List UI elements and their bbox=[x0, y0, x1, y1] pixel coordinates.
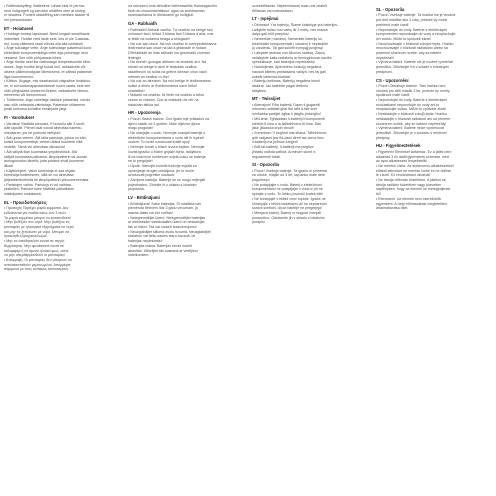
body-text-line: • Naudojimas. Apšvietimo funkcijų negalima bbox=[252, 65, 322, 70]
body-text-line: Laikykite toliau nuo vaikų iki 3 metų, nes mažos bbox=[252, 27, 328, 32]
warning-section bbox=[4, 200, 120, 272]
body-text-line: soilse a dhíriú ar fheidhmeanna nach bhfuil bbox=[128, 83, 197, 88]
body-text-line: • Menjava baterij. Baterij ni mogoče menjati bbox=[252, 210, 321, 215]
section-heading: FI - Varoitukset bbox=[4, 115, 35, 121]
body-text-line: • Figyelem! Elemeket tartalmaz. Ez a játék nem bbox=[376, 149, 452, 154]
body-text-line: az apró alkatrészek lenyelhetők! bbox=[376, 159, 428, 164]
body-text-line: • Ne uranjajte u vodu. Nemojte uranjati baterije s bbox=[128, 130, 206, 135]
body-text-line: spirajte z vodo. To lahko povzroči kratek stik! bbox=[252, 192, 324, 197]
body-text-line: • Ne shranjujte v bližini virov toplote. Igrače ne bbox=[252, 196, 326, 201]
body-text-line: • Malartú na ceallraí. Ní féidir na ceallraí a athrú bbox=[128, 93, 204, 98]
body-text-line: • Μην τα αποθηκεύετε κοντά σε πηγές bbox=[4, 239, 65, 244]
body-text-line: • Käyttöohjeet. Valon toimintoja ei saa ohjata bbox=[4, 168, 75, 173]
warning-section bbox=[128, 195, 244, 258]
body-text-line: • Dėmesio! Yra baterijų. Šiame žaislelyje yra baterijos. bbox=[252, 22, 339, 27]
body-text-line: djecu mlađu od 3 godine. Male dijelove djeca bbox=[128, 121, 200, 126]
section-heading: SL - Opozorila bbox=[376, 7, 405, 12]
body-text-line: čuvati igračku u blizini grijaćih tijela, radijatora bbox=[128, 149, 201, 154]
body-text-line: • Älä upota veteen. Älä laita paristoja, joissa on säh- bbox=[4, 135, 87, 140]
body-text-line: • Ärge tõmbe neid liia värtsüdaga temperatuuride tähe- bbox=[4, 60, 92, 65]
body-text-line: jednotlivě. Zlikvidujte je v souladu s místními bbox=[376, 130, 447, 135]
body-text-line: • Výměna baterií. Baterie nelze vyměňovat bbox=[376, 126, 444, 131]
body-text-line: otsese päikesevalguse lähedusess, et vältida patareide bbox=[4, 69, 92, 74]
body-text-line: • Nemerkite į vandenį. Nemerkite baterijų su bbox=[252, 36, 322, 41]
body-text-line: vhodná pro děti mladší 3 let, protože by mohly bbox=[376, 88, 450, 93]
body-text-line: neuchovávajte v blízkosti radiátorov alebo na bbox=[376, 46, 448, 51]
body-text-line: leictrigh! bbox=[128, 55, 142, 60]
body-text-line: • Nemojte čuvati u blizini izvora topline. Nemojte bbox=[128, 145, 205, 150]
section-heading: ET - Hoiatused bbox=[4, 25, 34, 31]
body-text-line: ich vodou. Môže to spôsobiť skrat! bbox=[376, 36, 431, 41]
body-text-line: prehltnúť malé časti! bbox=[376, 22, 409, 27]
body-text-line: määräysten mukaisesti. bbox=[4, 192, 42, 197]
text-column bbox=[252, 4, 368, 492]
body-text-line: köisiä komponentteja, veteen äläkä huuhtele niitä bbox=[4, 140, 83, 145]
body-text-line: ne bi pregrijale! bbox=[128, 159, 153, 164]
body-text-line: elektriliste komponentidega vette ega pulsetage neid bbox=[4, 51, 88, 56]
body-text-line: lrer personskader. bbox=[4, 18, 33, 23]
body-text-line: ellátott elemeket ne merítse vízbe és ne öblítse bbox=[376, 168, 452, 173]
body-text-line: radaitheoirí nó solas na gréine díreach chun nach bbox=[128, 69, 207, 74]
body-text-line: spolknout malé části! bbox=[376, 93, 410, 98]
body-text-line: αντικατασταθούν μεμονωμένα. Απορρίψτε bbox=[4, 262, 71, 267]
body-text-line: • Προσοχή! Περιέχει μικρά κομμάτια. Δεν bbox=[4, 206, 69, 211]
body-text-line: μπαταρίες με ηλεκτρικά εξαρτήματα σε νερό bbox=[4, 225, 74, 230]
warning-section bbox=[252, 4, 368, 13]
body-text-line: • Älä säilytä liian kuumassa ympäristössä. Älä bbox=[4, 149, 77, 154]
body-text-line: nelaikykite šalia radiatorių ar tiesioginiuose saulės bbox=[252, 55, 332, 60]
body-text-line: naudoti kitiems prietaisams valdyti, nes tai gali bbox=[252, 69, 326, 74]
body-text-line: säilytä kuumassa paikassa, lämpöpatterin tai suoran bbox=[4, 154, 88, 159]
body-text-line: pre deti mladšie ako 3 roky, pretože by mohli bbox=[376, 18, 448, 23]
body-text-line: • Ná stóráil i gcóngar aibhsim ná teochtaí ard. Ná bbox=[128, 60, 207, 65]
body-text-line: vodom. To može uzrokovati kratki spoj! bbox=[128, 140, 190, 145]
body-text-line: mogu progutati! bbox=[128, 126, 153, 131]
body-text-line: võib põhjustada süsteemi tõrkeid, radiaatorite ülekuu- bbox=[4, 88, 90, 93]
body-text-line: σύμφωνα με τους τοπικούς κανονισμούς. bbox=[4, 267, 70, 272]
body-text-line: ar elektriskām sastāvdaļām ūdenī un neskalojiet bbox=[128, 220, 205, 225]
body-text-line: • Laikykite atokiau nuo šilumos šaltinių. Žaislų bbox=[252, 51, 325, 56]
body-text-line: mänelisel. Hoidke neid laste eest, kes ei ole 3-aastas- bbox=[4, 36, 90, 41]
text-column bbox=[376, 4, 492, 492]
body-text-line: regolamenti lokali. bbox=[252, 154, 281, 159]
body-text-line: • Brīdinājums! Satur baterijas. Šī rotaļlieta nav bbox=[128, 201, 202, 206]
body-text-line: mazas daļas var tikt norītas! bbox=[128, 210, 173, 215]
section-heading: HR - Upozorenja bbox=[128, 110, 161, 116]
body-text-line: liikaa! bbox=[4, 163, 14, 168]
body-text-line: • Käiltos. Ärgage, mis sisselasitud valgustise funktsioo- bbox=[4, 79, 92, 84]
body-text-line: oiriúnach faoi i bhfad 3 bliana faoi 3 bliana d'aois, mar bbox=[128, 32, 214, 37]
section-heading: LV - Brīdinājumi bbox=[128, 195, 160, 201]
body-text-line: fisch an chosolnáchtbleco' agus na sceidiasmán bbox=[128, 8, 205, 13]
body-text-line: toimintoja tuotteeseen, sillä se voi aiheuttaa bbox=[4, 173, 74, 178]
body-text-line: sisu võib vahetada valmistaja. Patareide utiliseerim bbox=[4, 102, 86, 107]
body-text-line: qrib radjaturi jew fid-dawl dirett tax-xemx biex bbox=[252, 135, 324, 140]
body-text-line: sončni svetlobi, da se baterije ne pregrejejo! bbox=[252, 206, 323, 211]
body-text-line: • Απόρριψη. Οι μπαταρίες δεν μπορούν να bbox=[4, 257, 72, 262]
body-text-line: • Pozor! Sadrži balone. Ovo igralo nije prikladno za bbox=[128, 116, 209, 121]
body-text-line: • Neponořujte do vody. Baterie s elektrickými bbox=[376, 98, 448, 103]
body-text-line: rialachán áitiúla iad. bbox=[128, 102, 160, 107]
body-text-line: pogoltnejo! bbox=[252, 178, 270, 183]
body-text-line: priamom slnečnom svetle, aby sa batérie bbox=[376, 51, 442, 56]
body-text-line: shranjujte v bližini radiatorjev ali na neposredni bbox=[252, 201, 327, 206]
warning-section bbox=[252, 96, 368, 159]
body-text-line: leictreacha san uisce ná iad a ghlanadh le huisce. bbox=[128, 46, 208, 51]
body-text-line: napfényben, hogy az elemek ne melegedjenek bbox=[376, 187, 451, 192]
body-text-line: και μην τις ξεπλένετε με νερό. Μπορεί να bbox=[4, 229, 69, 234]
body-text-line: uzmeklēšanas. Nepieciešama mazu var izraisīt bbox=[252, 4, 327, 8]
body-text-line: • Pozor! Obsahuje baterie. Tato hračka není bbox=[376, 83, 446, 88]
body-text-line: atsevišķi. Utilizējiet tās saskaņā ar vietējiem bbox=[128, 248, 198, 253]
body-text-line: peab toimuma kohalike eeskirjade järgi. bbox=[4, 107, 68, 112]
body-text-line: upravljanje drugim uređajima, jer to može bbox=[128, 168, 194, 173]
body-text-line: • Elemcsere. Az elemek nem cserélhetők bbox=[376, 196, 442, 201]
body-text-line: predpismi. bbox=[376, 69, 393, 74]
body-text-line: • Neuzglabājiet siltuma avotu tuvumā. Neuzglabājiet bbox=[128, 229, 211, 234]
body-text-line: tárolja radiátor közelében vagy közvetlen bbox=[376, 182, 442, 187]
body-text-line: piemērota bērniem līdz 3 gadu vecumam, jo bbox=[128, 206, 198, 211]
text-column bbox=[128, 4, 244, 492]
body-text-line: na micreann nóla athruithe leithreasaithe fhaicesgachtín bbox=[128, 4, 218, 8]
body-text-line: neskladujte v blízkosti radiátorů ani na přímém bbox=[376, 116, 451, 121]
section-heading: CS - Upozornění bbox=[376, 77, 409, 83]
body-text-line: ενδείκνυται για παιδιά κάτω των 3 ετών. bbox=[4, 210, 67, 215]
body-text-line: • Neskladujte v blízkosti zdrojů tepla. Hračku bbox=[376, 112, 447, 117]
body-text-line: • Zamjena baterija. Baterije se ne mogu mijenjati bbox=[128, 178, 206, 183]
body-text-line: jų vandeniu. Tai gali sukelti trumpąjį jungimą! bbox=[252, 46, 324, 51]
body-text-line: komponentami ne potapljajte v vodo in jih ne bbox=[252, 187, 323, 192]
warning-section bbox=[4, 4, 120, 23]
text-column bbox=[4, 4, 120, 492]
body-text-line: sukelti sistemos klaidas! bbox=[252, 74, 291, 79]
body-text-line: predpisi. bbox=[252, 220, 266, 225]
body-text-line: slunečním světle, aby se baterie nepřehřály! bbox=[376, 121, 447, 126]
body-text-line: tās ar ūdeni. Tas var izraisīt īssavienojumu! bbox=[128, 225, 197, 230]
body-text-line: nent nullgrogeft og kan ikke utskiftes uten at stoleg- bbox=[4, 8, 86, 13]
body-text-line: ent, kuna väikesed osad võivad olla alla neelatud! bbox=[4, 41, 84, 46]
body-text-line: alkalmas 3 év alatti gyermekek számára, mert bbox=[376, 154, 450, 159]
body-text-line: duses. Ärge hoidke kingi kuival kuli, radiaatorite või bbox=[4, 65, 86, 70]
body-text-line: • Ná cuir an áireamh. Ná mol bréige le feidhmeanna bbox=[128, 79, 211, 84]
body-text-line: ceadaithe! bbox=[128, 88, 145, 93]
body-text-line: auringonvalon lähellä, jotta paristot eivät kuumene bbox=[4, 159, 84, 164]
body-text-line: le vízzel. Ez rövidzárlatot okozhat! bbox=[376, 173, 431, 178]
body-text-line: komponentmi neponárajte do vody a neoplachujte bbox=[376, 32, 456, 37]
body-text-line: • Rabhaidh! Aicheal caolhó. Tá ceathrú na bréige seo bbox=[128, 27, 213, 32]
section-heading: MT - Twissijiet bbox=[252, 96, 281, 102]
body-text-line: θερμότητας. Μην φυλάσσετε κοντά σε bbox=[4, 243, 65, 248]
body-text-line: järjestelmävirheitä tai lämpöpatterin ylikuumenemista. bbox=[4, 178, 90, 183]
body-text-line: jednotlivo. Zlikvidujte ich v súlade s miestnymi bbox=[376, 65, 450, 70]
body-text-line: • Neiegremdējiet ūdenī. Neiegremdējiet baterijas bbox=[128, 215, 206, 220]
body-text-line: yksitellen. Paristot tulee hävittää paikallisten bbox=[4, 187, 75, 192]
body-text-line: is féidir na codanna beaga a shlogadh! bbox=[128, 36, 190, 41]
body-text-line: • Pozor! Vsebuje baterije. Ta hračka nie je vhodná bbox=[376, 13, 456, 18]
body-text-line: egyenként. A helyi előírásoknak megfelelően bbox=[376, 201, 447, 206]
body-text-line: • Ne merítse vízbe. Az elektromos alkatrészekkel bbox=[376, 163, 454, 168]
body-text-line: ártalmatlanítsa őket. bbox=[376, 206, 409, 211]
body-text-line: D'fhéadfadh an leas silleadh ina ghearradh ciorcaid bbox=[128, 51, 210, 56]
body-text-line: • Neponárajte do vody. Batérie s elektrickými bbox=[376, 27, 448, 32]
body-text-line: • Rafteriaubyffing. Batteriene i disse skal re perma- bbox=[4, 4, 85, 8]
section-heading: HU - Figyelmeztetések bbox=[376, 143, 421, 149]
body-text-line: aille lapsille. Pienet osat voivat aiheuttaa tukehtu- bbox=[4, 126, 83, 131]
body-text-line: ceann ar cheann. Cuir ar leataobh de réir na bbox=[128, 98, 199, 103]
body-text-line: neprehriali! bbox=[376, 55, 394, 60]
body-text-line: liiga kuumenemist. bbox=[4, 74, 34, 79]
body-text-line: předpisy. bbox=[376, 135, 391, 140]
body-text-line: Τα μικρά κομμάτια μπορεί να καταποθούν! bbox=[4, 215, 72, 220]
body-text-line: baterijas nepārkarstu! bbox=[128, 239, 163, 244]
body-text-line: noteikumiem. bbox=[128, 253, 150, 258]
body-text-line: vedellä. Tämä voi aiheuttaa oikosulun! bbox=[4, 145, 66, 150]
body-text-line: električnim komponentama u vodu niti ih ispirati bbox=[128, 135, 204, 140]
warning-section bbox=[4, 26, 120, 112]
warning-section bbox=[128, 4, 244, 18]
body-text-line: ne, ei tuti kodumajapidamisesse ruumi saata, sest see bbox=[4, 83, 91, 88]
body-text-line: radiatoru vai tiešu saules staru tuvumā, lai bbox=[128, 234, 196, 239]
body-text-line: er skadess. Fordert utdakffring kan medføre skader til bbox=[4, 13, 90, 18]
body-text-line: vesisest. See võib põhjustada lühist. bbox=[4, 55, 62, 60]
warning-section bbox=[252, 162, 368, 225]
body-text-line: • Attenzjoni! Fiha batteriji. Dawn il-ġugarelli bbox=[252, 102, 320, 107]
body-text-line: • Hoiduge tootest lapsimaal. Need kingsid sesalthaval bbox=[4, 32, 90, 37]
body-text-line: mhumiex adattati għal tfal taħt it-tliet snin bbox=[252, 107, 318, 112]
warning-section bbox=[252, 16, 368, 93]
section-heading: EL - Προειδοποιήσεις bbox=[4, 199, 47, 205]
body-text-line: tīrīšanas vai noskalošanu. bbox=[252, 8, 294, 13]
body-text-line: stóráil na bréige in aice le teasolais ceallraí, bbox=[128, 65, 198, 70]
body-text-line: προκληθεί βραχυκύκλωμα! bbox=[4, 234, 47, 239]
body-text-line: • Neuchovávajte v blízkosti zdrojov tepla. Hračku bbox=[376, 41, 454, 46]
body-text-line: • Żommhom 'il bogħod mis-sħana. Taħżinhomx bbox=[252, 130, 327, 135]
body-text-line: uzrokovati pogreške sustava! bbox=[128, 173, 175, 178]
body-text-line: spinduliuose, kad baterijos neperkaistų! bbox=[252, 60, 315, 65]
body-text-line: καλοριφέρ ή σε άμεσο ηλιακό φως, ώστε bbox=[4, 248, 69, 253]
warning-section bbox=[376, 78, 492, 141]
body-text-line: minħabba partijiet żgħar li jistgħu jinbelgħu! bbox=[252, 112, 321, 117]
body-text-line: součástkami neponořujte do vody ani je bbox=[376, 102, 440, 107]
body-text-line: • Pozor! Vsebuje baterije. Ta igrača ni primerna bbox=[252, 168, 327, 173]
body-text-line: elektriniais komponentais į vandenį ir neplaukite bbox=[252, 41, 329, 46]
body-text-line: • Baterijas maiņa. Baterijas nevar mainīt bbox=[128, 243, 192, 248]
document-sheet bbox=[4, 4, 492, 492]
body-text-line: elettriċi fl-ilma u la tlaħlaħhomx bl-ilma. Dan bbox=[252, 121, 322, 126]
body-text-line: propisima. bbox=[128, 187, 145, 192]
body-text-line: • Μην βυθίζετε στο νερό. Μην βυθίζετε τις bbox=[4, 220, 70, 225]
body-text-line: mbeidh an ceallraí ró-the! bbox=[128, 74, 169, 79]
body-text-line: taisykles. bbox=[252, 88, 267, 93]
body-text-line: • Varoitus! Sisältää pienosia. Ei sovellu alle 3-vuoti- bbox=[4, 121, 86, 126]
warning-section bbox=[4, 115, 120, 197]
body-text-line: neoplachujte vodou. Může to způsobit zkrat! bbox=[376, 107, 447, 112]
body-text-line: túl! bbox=[376, 192, 381, 197]
body-text-line: • Ná cuir san uisce. Ná cuir ceallraí le comhpháirteanna bbox=[128, 41, 217, 46]
warning-section bbox=[376, 143, 492, 211]
body-text-line: • Bdil tal-batteriji. Il-batteriji ma jistgħux bbox=[252, 145, 314, 150]
body-text-line: • Ne tárolja hőforrás közelében. A játékot ne bbox=[376, 178, 446, 183]
body-text-line: να μην υπερθερμανθούν οι μπαταρίες! bbox=[4, 253, 66, 258]
body-text-line: menemist või ülekoormust. bbox=[4, 93, 47, 98]
warning-section bbox=[128, 110, 244, 192]
body-text-line: • Ärge suludage vette. Ärge sulesidage patareisid koos bbox=[4, 46, 92, 51]
body-text-line: ili na izravnom sunčevom svjetlu kako se baterije bbox=[128, 154, 206, 159]
body-text-line: • Töötlemise, ärge vahetage üksikke patareisid, nende bbox=[4, 98, 91, 103]
body-text-line: atskirai. Jas šalinkite pagal vietines bbox=[252, 83, 308, 88]
body-text-line: jista' jikkawża short circuit! bbox=[252, 126, 295, 131]
section-heading: LT - Įspėjimai bbox=[252, 16, 279, 22]
body-text-line: pojedinačno. Zbrinite ih u skladu s lokalnim bbox=[128, 182, 197, 187]
body-text-line: • Mill-ilma. Tgħaddasx il-batteriji b'komponenti bbox=[252, 116, 325, 121]
body-text-line: • Paristojen vaihto. Paristoja ei voi vaihtaa bbox=[4, 182, 71, 187]
section-heading: GA - Rabhaidh bbox=[128, 21, 157, 27]
body-text-line: • Upute. Nemojte koristiti funkcije svjetla za bbox=[128, 163, 197, 168]
body-text-line: za otroke, mlajše od 3 let, saj lahko male dele bbox=[252, 173, 325, 178]
section-heading: SI - Opozorila bbox=[252, 162, 279, 168]
body-text-line: dalys gali būti prarytos! bbox=[252, 32, 289, 37]
body-text-line: jinbidlu waħda waħda. Armihom skont ir- bbox=[252, 149, 317, 154]
body-text-line: • Baterijų keitimas. Baterijų negalima keisti bbox=[252, 79, 320, 84]
warning-section bbox=[128, 21, 244, 107]
body-text-line: misvaaran, jos ne joutuvat nieltyksi! bbox=[4, 130, 61, 135]
body-text-line: posamično. Odstranite jih v skladu z lokalnimi bbox=[252, 215, 325, 220]
body-text-line: scamúscéanna le dhéanamh go hoifigiúil. bbox=[128, 13, 194, 18]
body-text-line: • Výmena batérií. Batérie nie je možné vymieňať bbox=[376, 60, 453, 65]
warning-section bbox=[376, 7, 492, 75]
body-text-line: il-batteriji ma jisħnux żżejjed! bbox=[252, 140, 298, 145]
body-text-line: • Ne potapljajte v vodo. Baterij z električnimi bbox=[252, 182, 322, 187]
